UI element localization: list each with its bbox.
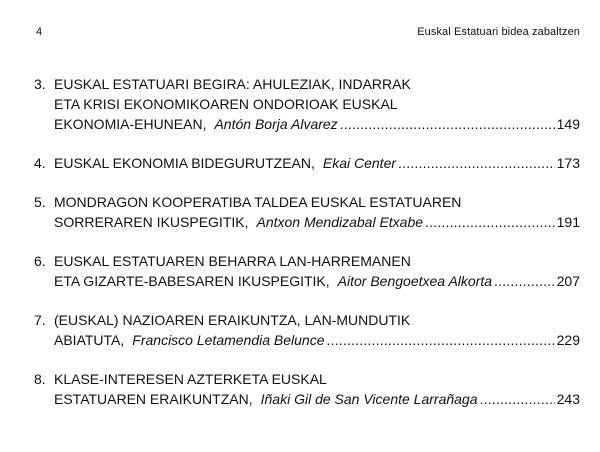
toc-entry-line (34, 153, 580, 173)
dot-leader (340, 114, 555, 134)
toc-entry-line (40, 389, 580, 409)
toc-entry-title-line: ETA GIZARTE-BABESAREN IKUSPEGITIK, (54, 273, 330, 289)
toc-entry[interactable] (34, 74, 580, 134)
toc-entry-author: Antxon Mendizabal Etxabe (256, 214, 424, 230)
toc-entry-number: 8. (34, 371, 46, 387)
table-of-contents (34, 74, 580, 428)
toc-entry-author: Francisco Letamendia Belunce (132, 332, 325, 348)
toc-entry-line (40, 271, 580, 291)
toc-entry-line (34, 192, 580, 212)
toc-entry-page[interactable]: 243 (556, 391, 580, 407)
toc-entry-number: 7. (34, 312, 46, 328)
toc-entry-title-line: EKONOMIA-EHUNEAN, (54, 116, 207, 132)
toc-entry-title-line: KLASE-INTERESEN AZTERKETA EUSKAL (54, 371, 327, 387)
toc-entry-line (34, 310, 580, 330)
toc-entry-line (40, 212, 580, 232)
page-number: 4 (36, 26, 43, 38)
toc-entry[interactable] (34, 369, 580, 409)
toc-entry-title-line: MONDRAGON KOOPERATIBA TALDEA EUSKAL ESTATUAREN (54, 194, 462, 210)
toc-entry-title-line: EUSKAL EKONOMIA BIDEGURUTZEAN, (54, 155, 315, 171)
toc-entry-author: Ekai Center (322, 155, 397, 171)
toc-entry[interactable] (34, 153, 580, 173)
dot-leader (494, 271, 555, 291)
page-header (20, 26, 580, 42)
toc-entry-number: 6. (34, 253, 46, 269)
toc-entry-title-line: EUSKAL ESTATUARI BEGIRA: AHULEZIAK, INDARRAK (54, 76, 411, 92)
toc-entry-number: 5. (34, 194, 46, 210)
dot-leader (327, 330, 555, 350)
toc-entry-title-line: EUSKAL ESTATUAREN BEHARRA LAN-HARREMANEN (54, 253, 411, 269)
toc-entry-title-line: SORRERAREN IKUSPEGITIK, (54, 214, 249, 230)
toc-entry-line (34, 74, 580, 94)
toc-entry-line (40, 94, 580, 114)
running-title: Euskal Estatuari bidea zabaltzen (417, 26, 580, 38)
toc-entry-page[interactable]: 207 (556, 273, 580, 289)
toc-entry-title-line: (EUSKAL) NAZIOAREN ERAIKUNTZA, LAN-MUNDUTIK (54, 312, 411, 328)
toc-entry-author: Iñaki Gil de San Vicente Larrañaga (260, 391, 478, 407)
toc-entry[interactable] (34, 192, 580, 232)
toc-entry-number: 4. (34, 155, 46, 171)
toc-entry-page[interactable]: 229 (556, 332, 580, 348)
toc-entry-line (34, 369, 580, 389)
dot-leader (398, 153, 555, 173)
dot-leader (425, 212, 555, 232)
toc-entry-title-line: ESTATUAREN ERAIKUNTZAN, (54, 391, 253, 407)
dot-leader (480, 389, 555, 409)
toc-entry-author: Aitor Bengoetxea Alkorta (337, 273, 493, 289)
toc-entry-title-line: ETA KRISI EKONOMIKOAREN ONDORIOAK EUSKAL (54, 96, 398, 112)
toc-entry[interactable] (34, 251, 580, 291)
toc-entry-page[interactable]: 173 (556, 155, 580, 171)
toc-entry[interactable] (34, 310, 580, 350)
toc-entry-line (40, 114, 580, 134)
toc-entry-number: 3. (34, 76, 46, 92)
toc-entry-author: Antón Borja Alvarez (214, 116, 338, 132)
toc-entry-line (40, 330, 580, 350)
toc-entry-page[interactable]: 149 (556, 116, 580, 132)
toc-entry-title-line: ABIATUTA, (54, 332, 125, 348)
toc-entry-page[interactable]: 191 (556, 214, 580, 230)
toc-entry-line (34, 251, 580, 271)
